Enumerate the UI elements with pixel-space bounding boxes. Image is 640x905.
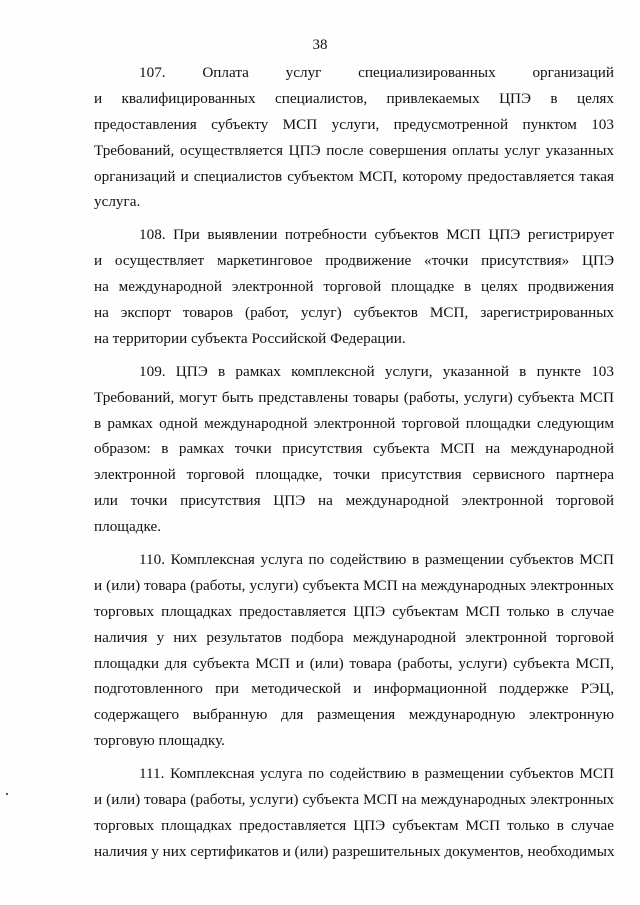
text-line: подготовленного при методической и информационной поддержке РЭЦ, (94, 680, 614, 698)
text-line: 107. Оплата услуг специализированных организаций (139, 64, 614, 81)
text-line: и осуществляет маркетинговое продвижение «точки присутствия» ЦПЭ (94, 252, 614, 270)
paragraph-110 (94, 547, 614, 754)
text-line: 108. При выявлении потребности субъектов МСП ЦПЭ регистрирует (139, 226, 614, 244)
text-line: 110. Комплексная услуга по содействию в размещении субъектов МСП (139, 551, 614, 569)
text-line: электронной торговой площадке, точки присутствия сервисного партнера (94, 466, 614, 484)
text-line: образом: в рамках точки присутствия субъекта МСП на международной (94, 440, 614, 458)
text-line: торговых площадках предоставляется ЦПЭ субъектам МСП только в случае (94, 816, 614, 834)
text-line: на экспорт товаров (работ, услуг) субъектов МСП, зарегистрированных (94, 304, 614, 322)
text-line: содержащего выбранную для размещения международную электронную (94, 706, 614, 724)
text-line: услуга. (94, 193, 141, 211)
text-line: на международной электронной торговой площадке в целях продвижения (94, 278, 614, 296)
page-number: 38 (312, 37, 328, 53)
text-line: Требований, осуществляется ЦПЭ после совершения оплаты услуг указанных (94, 141, 614, 159)
text-line: в рамках одной международной электронной торговой площадки следующим (94, 414, 614, 432)
text-line: Требований, могут быть представлены товары (работы, услуги) субъекта МСП (94, 388, 614, 406)
scan-artifact (6, 793, 8, 795)
document-body (94, 60, 614, 872)
paragraph-109 (94, 359, 614, 540)
text-line: 111. Комплексная услуга по содействию в размещении субъектов МСП (139, 765, 614, 783)
text-line: наличия у них сертификатов и (или) разрешительных документов, необходимых (94, 842, 615, 860)
text-line: или точки присутствия ЦПЭ на международной электронной торговой (94, 492, 614, 510)
text-line: на территории субъекта Российской Федерации. (94, 329, 406, 347)
paragraph-111 (94, 761, 614, 865)
text-line: предоставления субъекту МСП услуги, предусмотренной пунктом 103 (94, 115, 614, 133)
text-line: 109. ЦПЭ в рамках комплексной услуги, указанной в пункте 103 (139, 362, 614, 380)
text-line: площадке. (94, 518, 162, 536)
text-line: и (или) товара (работы, услуги) субъекта МСП на международных электронных (94, 791, 614, 809)
text-line: и квалифицированных специалистов, привлекаемых ЦПЭ в целях (94, 89, 614, 107)
text-line: торговую площадку. (94, 732, 225, 750)
text-line: наличия у них результатов подбора международной электронной торговой (94, 628, 614, 646)
text-line: площадки для субъекта МСП и (или) товара (работы, услуги) субъекта МСП, (94, 654, 614, 672)
text-line: организаций и специалистов субъектом МСП, которому предоставляется такая (94, 167, 614, 185)
text-line: и (или) товара (работы, услуги) субъекта МСП на международных электронных (94, 576, 614, 594)
paragraph-107 (94, 60, 614, 215)
text-line: торговых площадках предоставляется ЦПЭ субъектам МСП только в случае (94, 602, 614, 620)
paragraph-108 (94, 222, 614, 351)
